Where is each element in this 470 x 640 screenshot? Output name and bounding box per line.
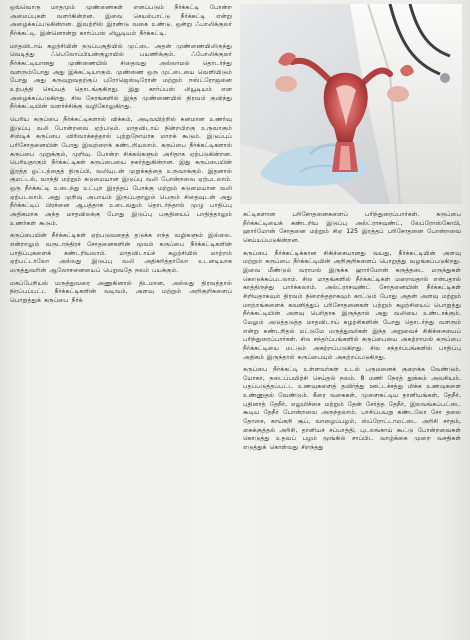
article-paragraph: ஒவ்வொரு மாதமும் முண்ணைகள் எனப்படும் நீர்க்கட்டி போன்ற அமைப்புகள் வளர்கின்றன. இவை செயல்பாட்டு நீர்க்கட்டி என்று அழைக்கப்படுகின்றன. இவற்றில் இரண்டு வகை உண்டு. ஒன்று ஃபாலிக்குலர் நீர்க்கட்டி. இன்னொன்று கார்ப்பஸ் லியூடியம் நீர்க்கட்டி. [10,4,232,37]
article-left-column [10,4,232,637]
article-paragraph: பெரிய கருப்பை நீர்க்கட்டிகளால் விக்கம், அடிவயிற்றில் கனமான உணர்வு இடுப்பு வலி போன்றவை ஏற்படும். மாதவிடாய் நின்றபிறகு உருவாகும் சிஸ்டிக் கருப்பை விரிவாக்கத்தால் புற்றுநோயாக மாறக் கூடும். இடுப்புப் பரிசோதனையின் போது இவற்றைக் கண்டறியலாம். கருப்பை நீர்க்கட்டிகளால் கருப்பை முறுக்கும், முறிவு. போன்ற சிக்கல்களும் அரிதாக ஏற்படுகின்றன. பெரியதாகும் நீர்க்கட்டிகள் கருப்பையை நகர்த்துகின்றன. இது கருப்பையின் இரத்த ஓட்டத்தைத் திருப்பி, வலியுடன் முறுக்கத்தை உருவாக்கும். இதனால் குமட்டல், வாந்தி மற்றும் கடுமையான இடுப்பு வலி போன்றவை ஏற்படலாம். ஒரு நீர்க்கட்டி உடைந்து உட்புற இரத்தப் போக்கு மற்றும் கடுமையான வலி ஏற்படலாம். அது முறிவு அபாயம் இருப்பதாலும் பெரும் சிதைவுடன் அது நீர்க்கட்டிப் பிரச்னை ஆபத்தாக உடைவதும் தொடர்ந்தால் முழு பாதிப்பு அதிகமாக அந்த மாதவிலக்கு போது இடுப்பு பகுதியைப் பாதித்தாலும் உணர்கள் கூடும். [10,115,232,227]
article-paragraph: மாதவிடாய் சுழற்சியின் நடுப்பகுதியில் முட்டை அதன் முண்ணையிலிருந்து வெடித்து ஃபெலோப்பியன்குழாயில் பயணிக்கும். ஃபோலிக்குலர் நீர்க்கட்டியானது முண்ணையில் சிதைவது அல்லாமல் தொடர்ந்து வளரும்போது அது இக்கட்டியாகும். முண்ணை ஒரு முட்டையை வெளியிடும் போது அது கருவுறுவதற்குப் புரோஜெஸ்டிரோன் மற்றும் ஈஸ்ட்ரோஜனை உற்பத்தி செய்யத் தொடங்குகிறது. இது கார்ப்பஸ் லியூடியம் என அழைக்கப்படுகிறது. சில நேரங்களில் இந்த முண்ணையில் திரவம் குவிந்து நீர்க்கட்டியின் வளர்ச்சிக்கு வழிகோலுகிறது. [10,42,232,111]
uterus-model-photo [240,4,462,204]
article-right-column [243,211,461,637]
article-paragraph: கருப்பை நீர்க்கட்டிக்கான சிகிச்சையானது வயது, நீர்க்கட்டியின் அளவு மற்றும் கருப்பை நீர்க்கட்டியின் அறிகுறிகளைப் பொறுத்து வழங்கப்படுகிறது. இவை மீண்டும் வராமல் இருக்க ஹார்மோன் கருத்தடை மருந்துகள் கொடுக்கப்படலாம். சில மாதங்களில் நீர்க்கட்டிகள் மறைவதால் என்பதால் காத்திருந்து பார்க்கலாம். அல்ட்ராசவுண்ட் சோதனையின் நீர்க்கட்டிகள் சிறியதாகவும் திரவம் நிறைந்ததாகவும் காட்டும் போது அதன் அளவு மற்றும் மாற்றங்களைக் கவனித்துப் பரிசோதனைகள் பற்றும் சுழற்சியைப் பொறுத்து நீர்க்கட்டியின் அளவு பெரிதாக இருந்தால் அது வலியை உண்டாக்கும். மேலும் அடுத்தடுத்த மாதவிடாய் சுழற்சிகளின் போது தொடர்ந்து வளரும் என்று கண்டறிதல் மட்டுமே மருத்துவர்கள் இந்த அறுவைச் சிகிச்சையைப் பரிந்துரைப்பார்கள். சில சந்தர்ப்பங்களில் கருப்பையை அகற்றாமல் கருப்பை நீர்க்கட்டியை மட்டும் அகற்றப்படுகிறது. சில சந்தர்ப்பங்களில் பாதிப்பு அதிகம் இருந்தால் கருப்பையும் அகற்றப்படுகிறது. [243,249,461,361]
article-paragraph: கருப்பை நீர்க்கட்டி உள்ளவர்கள் உடல் பருமனைக் குறைக்க வேண்டும். யோகா, நடைப்பயிற்சி செய்தல் நலம். 8 மணி நேரத் தூக்கம் அவசியம். பதப்படுத்தப்பட்ட உணவுகளைத் தவிர்த்து ஊட்டச்சத்து மிக்க உணவுகளை உண்ணுதல் வேண்டும். கீரை வகைகள், முளைகட்டிய தானியங்கள், தேநீர், புதினாத் தேநீர், எலுமிச்சை மற்றும் தேன் சேர்த்த தேநீர், இலவங்கப்பட்டை கூடிய தேநீர் போன்றவை அருந்தலாம். பாசிப்பயறு கண்டலோ சோ தலை தோசை, காய்கறி சூப், வாழைப்பழம், ஸ்ப்ரோட்டாமட்டை அரிசி சாதம், கைக்குத்தல் அரிசி, தானியச் சப்பாத்தி, புடலங்காய் கூட்டு போன்றவைகள் கொடுத்து உதவப் பழம் மூங்கில் சாப்பிட வாழ்க்கை முறை வசதிகள் எடுத்துக் கொள்வது சிறந்தது [243,366,461,452]
article-paragraph: மகப்பேறியல் மருத்துவரை அணுகினால் திடமான, அல்லது திரவத்தால் நிரப்பப்பட்ட நீர்க்கட்டிகளின் வடிவம், அளவு மற்றும் அறிகுறிகளைப் பொறுத்துக் கருப்பை நீர்க் [10,279,232,304]
article-paragraph: கட்டிகளான பரிசோதனைகளைப் பரிந்துரைப்பார்கள். கருப்பை நீர்க்கட்டியைக் கண்டறிய இடுப்பு அல்ட்ராசவுண்ட், லேப்ரோஸ்கோபி, ஹார்மோன் சோதனை மற்றும் சிஏ 125 இரத்தப் பரிசோதனை போன்றவை செய்யப்படுகின்றன. [243,211,461,244]
uterus-model-illustration [240,4,462,204]
article-paragraph: கருப்பையின் நீர்க்கட்டிகள் ஏற்படுவதைத் தடுக்க எந்த வழிகளும் இல்லை. என்றாலும் வருடாந்திரச் சோதனைகளின் மூலம் கருப்பை நீர்க்கட்டிகளின் பாதிப்புகளைக் கண்டறியலாம். மாதவிடாய்ச் சுழற்சியில் மாற்றம் ஏற்பட்டாலோ அல்லது இடுப்பு வலி அதிகரித்தாலோ உடனடியாக மருத்துவரின் ஆலோசனையைப் பெறுவதே நலம் பயக்கும். [10,232,232,275]
